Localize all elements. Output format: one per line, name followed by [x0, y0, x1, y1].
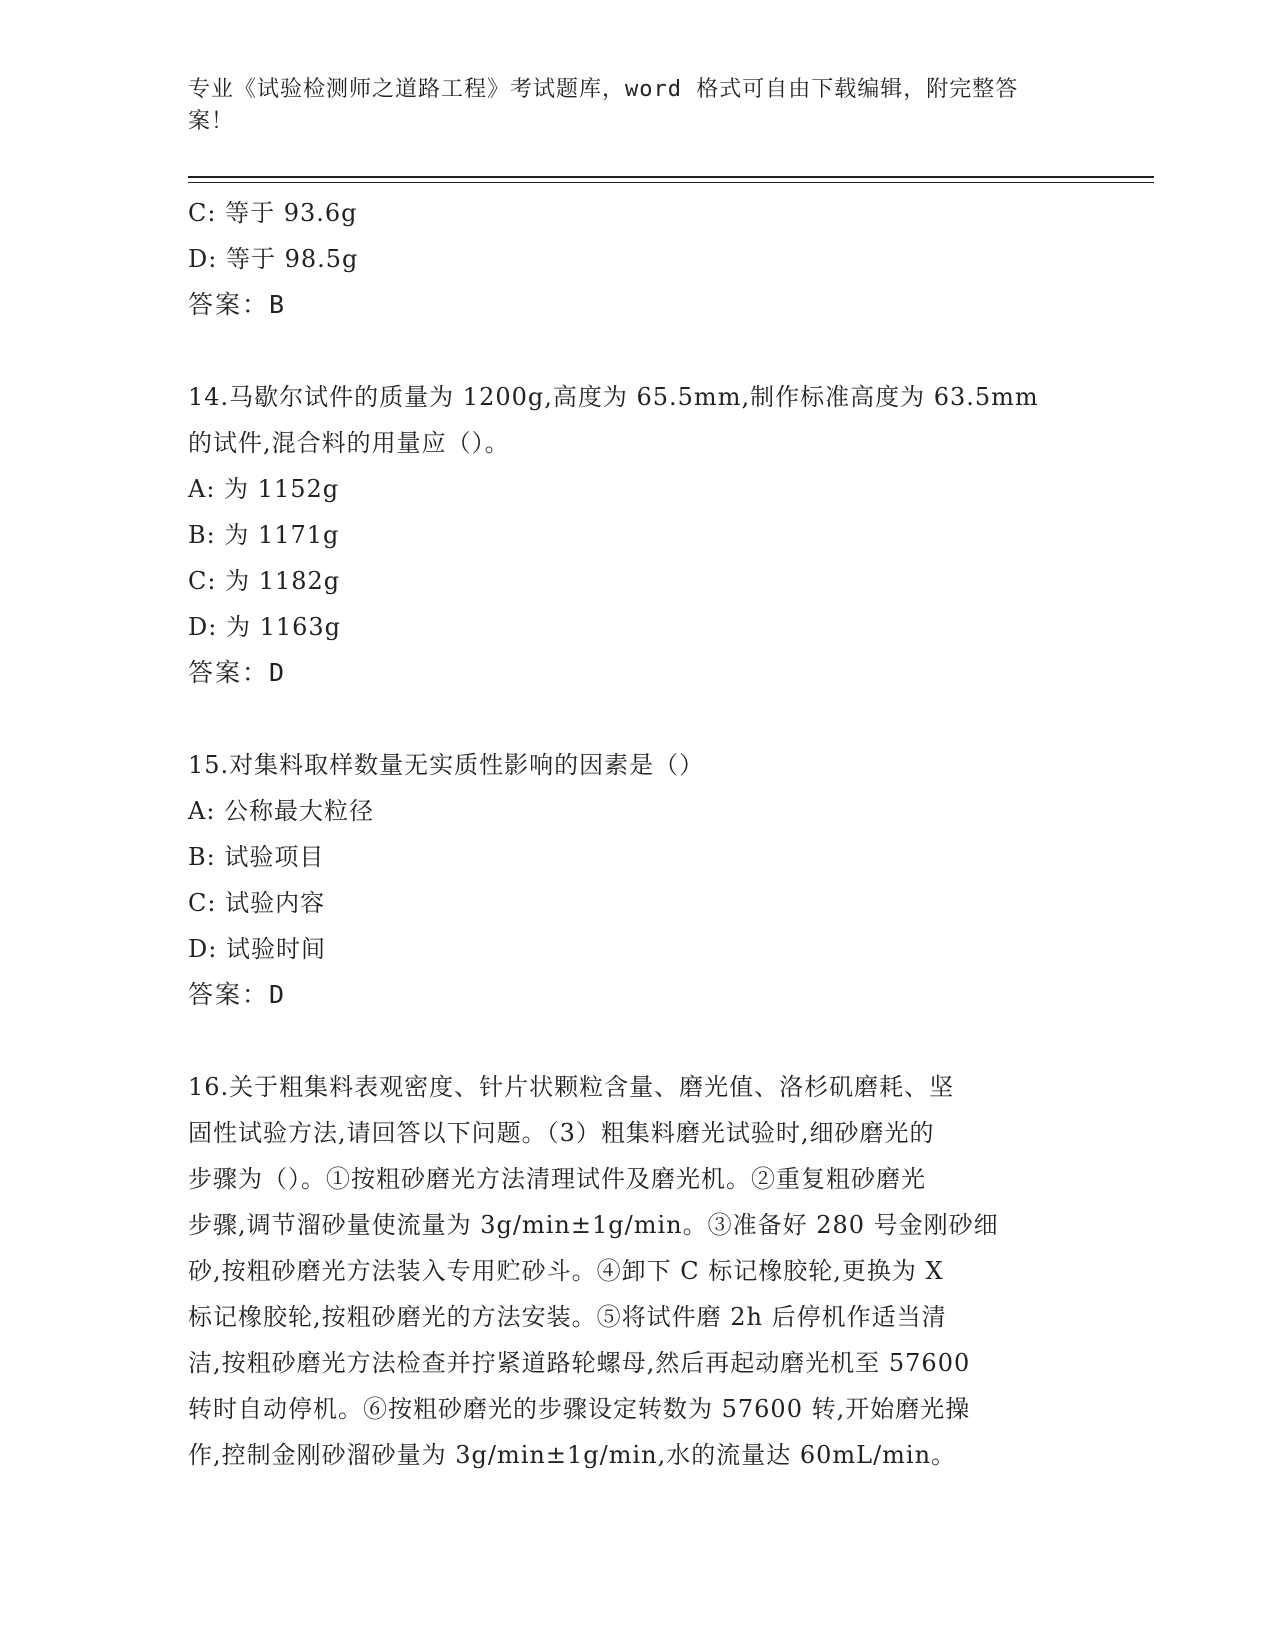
question-stem-line: 砂,按粗砂磨光方法装入专用贮砂斗。④卸下 C 标记橡胶轮,更换为 X: [188, 1257, 944, 1285]
question-stem-line: 转时自动停机。⑥按粗砂磨光的步骤设定转数为 57600 转,开始磨光操: [188, 1395, 971, 1423]
option-d: D: 为 1163g: [188, 613, 342, 641]
question-14: [188, 374, 1088, 696]
option-d: D: 等于 98.5g: [188, 245, 359, 273]
option-c: C: 试验内容: [188, 889, 326, 917]
header-line-2: 案！: [188, 109, 235, 134]
question-content: [188, 190, 1088, 1478]
question-15: [188, 742, 1088, 1018]
question-stem-line: 标记橡胶轮,按粗砂磨光的方法安装。⑤将试件磨 2h 后停机作适当清: [188, 1303, 947, 1331]
option-a: A: 公称最大粒径: [188, 797, 375, 825]
option-a: A: 为 1152g: [188, 475, 340, 503]
question-stem-line: 16.关于粗集料表观密度、针片状颗粒含量、磨光值、洛杉矶磨耗、坚: [188, 1073, 955, 1101]
option-c: C: 为 1182g: [188, 567, 341, 595]
header-line-1: 专业《试验检测师之道路工程》考试题库，word 格式可自由下载编辑，附完整答: [188, 77, 1019, 102]
document-header: [188, 74, 1068, 138]
question-stem-line: 步骤为（）。①按粗砂磨光方法清理试件及磨光机。②重复粗砂磨光: [188, 1165, 926, 1193]
question-16: [188, 1064, 1088, 1478]
question-stem: 15.对集料取样数量无实质性影响的因素是（）: [188, 751, 705, 779]
question-13-tail: [188, 190, 1088, 328]
answer-line: 答案：B: [188, 290, 287, 319]
question-stem-line: 作,控制金刚砂溜砂量为 3g/min±1g/min,水的流量达 60mL/min。: [188, 1441, 957, 1469]
option-b: B: 为 1171g: [188, 521, 340, 549]
answer-line: 答案：D: [188, 658, 287, 687]
question-stem: 14.马歇尔试件的质量为 1200g,高度为 65.5mm,制作标准高度为 63.5mm: [188, 383, 1039, 411]
answer-line: 答案：D: [188, 980, 287, 1009]
question-stem-line: 洁,按粗砂磨光方法检查并拧紧道路轮螺母,然后再起动磨光机至 57600: [188, 1349, 971, 1377]
option-c: C: 等于 93.6g: [188, 199, 358, 227]
question-stem-line: 步骤,调节溜砂量使流量为 3g/min±1g/min。③准备好 280 号金刚砂细: [188, 1211, 999, 1239]
question-stem: 的试件,混合料的用量应（）。: [188, 429, 510, 457]
header-divider-thin: [188, 182, 1154, 183]
option-b: B: 试验项目: [188, 843, 325, 871]
question-stem-line: 固性试验方法,请回答以下问题。（3）粗集料磨光试验时,细砂磨光的: [188, 1119, 935, 1147]
option-d: D: 试验时间: [188, 935, 326, 963]
header-divider-thick: [188, 176, 1154, 178]
